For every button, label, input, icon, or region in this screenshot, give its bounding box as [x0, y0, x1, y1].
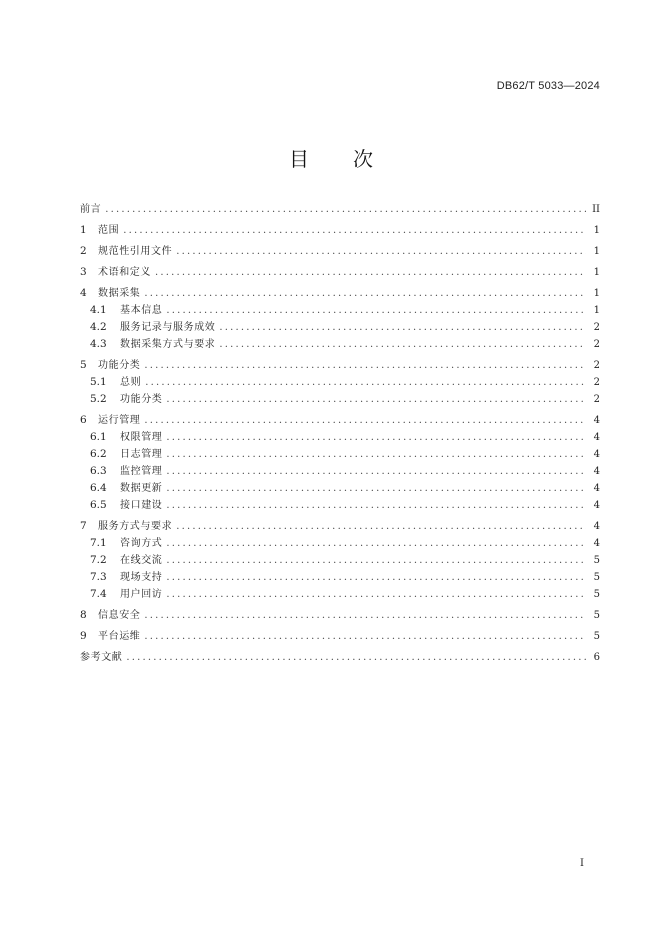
toc-entry[interactable]	[80, 264, 600, 281]
toc-entry-label: 功能分类	[98, 360, 141, 371]
toc-entry[interactable]	[80, 628, 600, 645]
toc-entry-page: 5	[593, 572, 600, 583]
dot-leader	[176, 243, 586, 260]
toc-entry-page: 1	[593, 267, 600, 278]
toc-entry-label: 服务方式与要求	[98, 521, 173, 532]
toc-entry[interactable]	[80, 569, 600, 586]
toc-entry-number: 7	[80, 520, 87, 532]
toc-entry-page: 2	[593, 322, 600, 333]
dot-leader	[166, 552, 586, 569]
toc-entry[interactable]	[80, 586, 600, 603]
toc-entry[interactable]	[80, 201, 600, 218]
toc-entry-number: 6.1	[90, 431, 107, 443]
dot-leader	[105, 201, 586, 218]
toc-entry-label: 日志管理	[120, 449, 163, 460]
toc-entry-page: 1	[593, 246, 600, 257]
toc-entry[interactable]	[80, 535, 600, 552]
dot-leader	[144, 412, 586, 429]
toc-entry-page: 4	[593, 521, 600, 532]
toc-entry[interactable]	[80, 649, 600, 666]
toc-entry-page: 1	[593, 225, 600, 236]
toc-entry-number: 6.4	[90, 482, 107, 494]
toc-entry-page: 4	[593, 466, 600, 477]
toc-entry-label: 术语和定义	[98, 267, 151, 278]
toc-entry-page: 5	[593, 555, 600, 566]
toc-entry-label: 功能分类	[120, 394, 163, 405]
toc-entry-label: 运行管理	[98, 415, 141, 426]
toc-entry-number: 5.2	[90, 393, 107, 405]
toc-entry-page: 4	[593, 538, 600, 549]
toc-entry-label: 信息安全	[98, 610, 141, 621]
toc-entry[interactable]	[80, 222, 600, 239]
toc-entry-label: 范围	[98, 225, 120, 236]
dot-leader	[166, 302, 586, 319]
toc-entry-number: 7.4	[90, 588, 107, 600]
title-char-2: 次	[353, 147, 373, 171]
document-code: DB62/T 5033—2024	[496, 80, 600, 92]
dot-leader	[144, 607, 586, 624]
toc-entry[interactable]	[80, 285, 600, 302]
toc-entry[interactable]	[80, 357, 600, 374]
page-number: I	[580, 858, 584, 869]
dot-leader	[155, 264, 586, 281]
toc-entry[interactable]	[80, 243, 600, 260]
toc-entry-number: 4	[80, 287, 87, 299]
dot-leader	[166, 480, 586, 497]
toc-entry-page: 4	[593, 483, 600, 494]
dot-leader	[166, 497, 586, 514]
toc-entry[interactable]	[80, 607, 600, 624]
toc-entry-label: 数据更新	[120, 483, 163, 494]
toc-entry-label: 总则	[120, 377, 142, 388]
toc-entry-label: 数据采集	[98, 288, 141, 299]
dot-leader	[166, 391, 586, 408]
toc-entry-label: 规范性引用文件	[98, 246, 173, 257]
dot-leader	[126, 649, 586, 666]
title-char-1: 目	[289, 147, 309, 171]
toc-entry-page: 6	[593, 652, 600, 663]
toc-entry[interactable]	[80, 497, 600, 514]
dot-leader	[166, 569, 586, 586]
toc-entry-number: 4.3	[90, 338, 107, 350]
toc-entry-label: 权限管理	[120, 432, 163, 443]
toc-entry[interactable]	[80, 336, 600, 353]
toc-entry-number: 4.2	[90, 321, 107, 333]
toc-entry-page: 5	[593, 631, 600, 642]
toc-entry-page: 4	[593, 449, 600, 460]
toc-entry-number: 7.1	[90, 537, 107, 549]
dot-leader	[166, 429, 586, 446]
toc-entry-number: 3	[80, 266, 87, 278]
toc-entry-page: II	[592, 204, 600, 215]
toc-entry[interactable]	[80, 374, 600, 391]
toc-entry-number: 6	[80, 414, 87, 426]
toc-entry-number: 4.1	[90, 304, 107, 316]
dot-leader	[144, 285, 586, 302]
toc-entry-label: 用户回访	[120, 589, 163, 600]
toc-entry[interactable]	[80, 302, 600, 319]
toc-entry-page: 2	[593, 339, 600, 350]
toc-entry-number: 2	[80, 245, 87, 257]
toc-entry[interactable]	[80, 429, 600, 446]
toc-entry-label: 服务记录与服务成效	[120, 322, 216, 333]
toc-entry-number: 9	[80, 630, 87, 642]
toc-entry-page: 1	[593, 288, 600, 299]
toc-entry-page: 2	[593, 394, 600, 405]
dot-leader	[166, 446, 586, 463]
toc-entry-number: 1	[80, 224, 87, 236]
dot-leader	[219, 336, 586, 353]
dot-leader	[219, 319, 586, 336]
toc-entry-label: 前言	[80, 204, 102, 215]
toc-entry-label: 接口建设	[120, 500, 163, 511]
dot-leader	[123, 222, 586, 239]
toc-entry-label: 平台运维	[98, 631, 141, 642]
toc-entry-number: 6.2	[90, 448, 107, 460]
toc-entry-label: 监控管理	[120, 466, 163, 477]
toc-entry-number: 7.3	[90, 571, 107, 583]
toc-entry[interactable]	[80, 319, 600, 336]
toc-entry[interactable]	[80, 552, 600, 569]
dot-leader	[144, 628, 586, 645]
toc-entry-number: 7.2	[90, 554, 107, 566]
toc-entry-number: 5	[80, 359, 87, 371]
toc-entry[interactable]	[80, 480, 600, 497]
toc-entry-page: 2	[593, 377, 600, 388]
dot-leader	[145, 374, 586, 391]
toc-entry-page: 5	[593, 610, 600, 621]
dot-leader	[166, 535, 586, 552]
toc-entry[interactable]	[80, 463, 600, 480]
toc-entry-label: 咨询方式	[120, 538, 163, 549]
page-title	[0, 143, 662, 172]
dot-leader	[176, 518, 586, 535]
toc-entry-number: 8	[80, 609, 87, 621]
toc-entry-page: 2	[593, 360, 600, 371]
toc-entry[interactable]	[80, 518, 600, 535]
toc-entry-page: 5	[593, 589, 600, 600]
toc-entry-page: 4	[593, 415, 600, 426]
toc-entry-label: 在线交流	[120, 555, 163, 566]
toc-entry-page: 4	[593, 500, 600, 511]
toc-entry-page: 1	[593, 305, 600, 316]
toc-entry-number: 5.1	[90, 376, 107, 388]
toc-entry-number: 6.3	[90, 465, 107, 477]
dot-leader	[166, 463, 586, 480]
toc-entry-number: 6.5	[90, 499, 107, 511]
table-of-contents	[80, 201, 600, 666]
dot-leader	[144, 357, 586, 374]
toc-entry-label: 基本信息	[120, 305, 163, 316]
toc-entry-page: 4	[593, 432, 600, 443]
toc-entry-label: 数据采集方式与要求	[120, 339, 216, 350]
dot-leader	[166, 586, 586, 603]
toc-entry-label: 参考文献	[80, 652, 123, 663]
toc-entry[interactable]	[80, 391, 600, 408]
toc-entry-label: 现场支持	[120, 572, 163, 583]
toc-entry[interactable]	[80, 446, 600, 463]
toc-entry[interactable]	[80, 412, 600, 429]
